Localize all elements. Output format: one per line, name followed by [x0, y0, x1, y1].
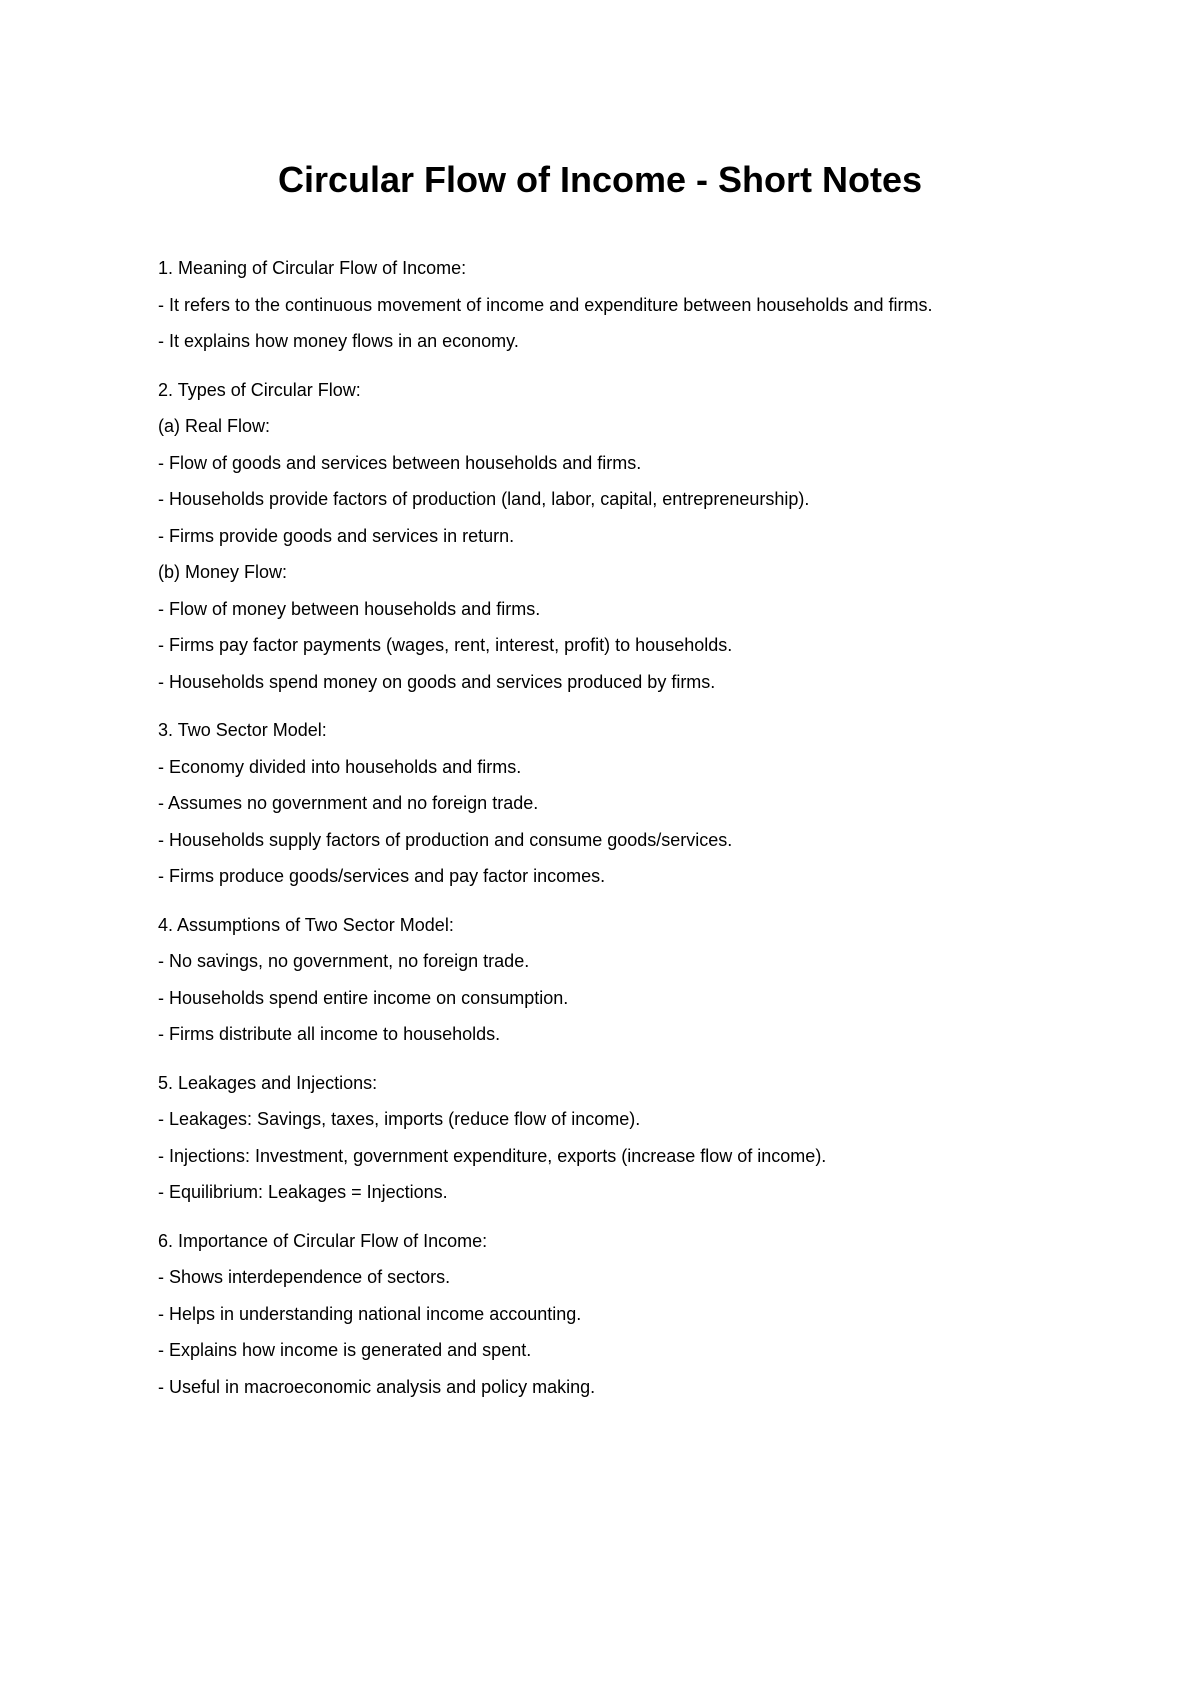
- bullet-line: - No savings, no government, no foreign trade.: [158, 951, 530, 971]
- section-types: [158, 372, 1118, 701]
- document-body: [158, 250, 1118, 1417]
- bullet-line: - Helps in understanding national income accounting.: [158, 1303, 582, 1324]
- section-two-sector-model: [158, 712, 1118, 895]
- bullet-line: - Households supply factors of production and consume goods/services.: [158, 829, 733, 850]
- bullet-line: - Households spend money on goods and services produced by firms.: [158, 671, 716, 692]
- subheading-money-flow: (b) Money Flow:: [158, 562, 288, 582]
- bullet-line: - Firms pay factor payments (wages, rent, interest, profit) to households.: [158, 635, 733, 655]
- bullet-line: - Explains how income is generated and spent.: [158, 1340, 532, 1360]
- section-leakages-injections: [158, 1065, 1118, 1211]
- bullet-line: - Flow of money between households and firms.: [158, 598, 541, 619]
- section-heading: 2. Types of Circular Flow:: [158, 379, 361, 400]
- bullet-line: - Equilibrium: Leakages = Injections.: [158, 1182, 448, 1202]
- subheading-real-flow: (a) Real Flow:: [158, 416, 271, 436]
- bullet-line: - Injections: Investment, government expenditure, exports (increase flow of income).: [158, 1145, 827, 1166]
- bullet-line: - It explains how money flows in an economy.: [158, 331, 519, 351]
- section-heading: 6. Importance of Circular Flow of Income:: [158, 1230, 488, 1251]
- bullet-line: - Useful in macroeconomic analysis and policy making.: [158, 1376, 596, 1397]
- section-heading: 5. Leakages and Injections:: [158, 1072, 378, 1093]
- bullet-line: - Leakages: Savings, taxes, imports (reduce flow of income).: [158, 1109, 641, 1129]
- section-heading: 3. Two Sector Model:: [158, 720, 327, 740]
- bullet-line: - Shows interdependence of sectors.: [158, 1267, 451, 1287]
- document-title: Circular Flow of Income - Short Notes: [277, 159, 923, 200]
- bullet-line: - Flow of goods and services between households and firms.: [158, 452, 642, 473]
- section-meaning: [158, 250, 1118, 360]
- section-heading: 1. Meaning of Circular Flow of Income:: [158, 258, 467, 278]
- section-assumptions: [158, 907, 1118, 1053]
- bullet-line: - Households spend entire income on consumption.: [158, 987, 569, 1008]
- section-importance: [158, 1223, 1118, 1406]
- bullet-line: - Assumes no government and no foreign trade.: [158, 793, 539, 813]
- bullet-line: - Households provide factors of production (land, labor, capital, entrepreneurship).: [158, 489, 810, 509]
- bullet-line: - Economy divided into households and firms.: [158, 756, 522, 777]
- bullet-line: - Firms distribute all income to households.: [158, 1024, 501, 1044]
- bullet-line: - It refers to the continuous movement of income and expenditure between households and firms.: [158, 294, 933, 315]
- section-heading: 4. Assumptions of Two Sector Model:: [158, 914, 454, 935]
- bullet-line: - Firms provide goods and services in return.: [158, 525, 515, 546]
- bullet-line: - Firms produce goods/services and pay factor incomes.: [158, 866, 606, 886]
